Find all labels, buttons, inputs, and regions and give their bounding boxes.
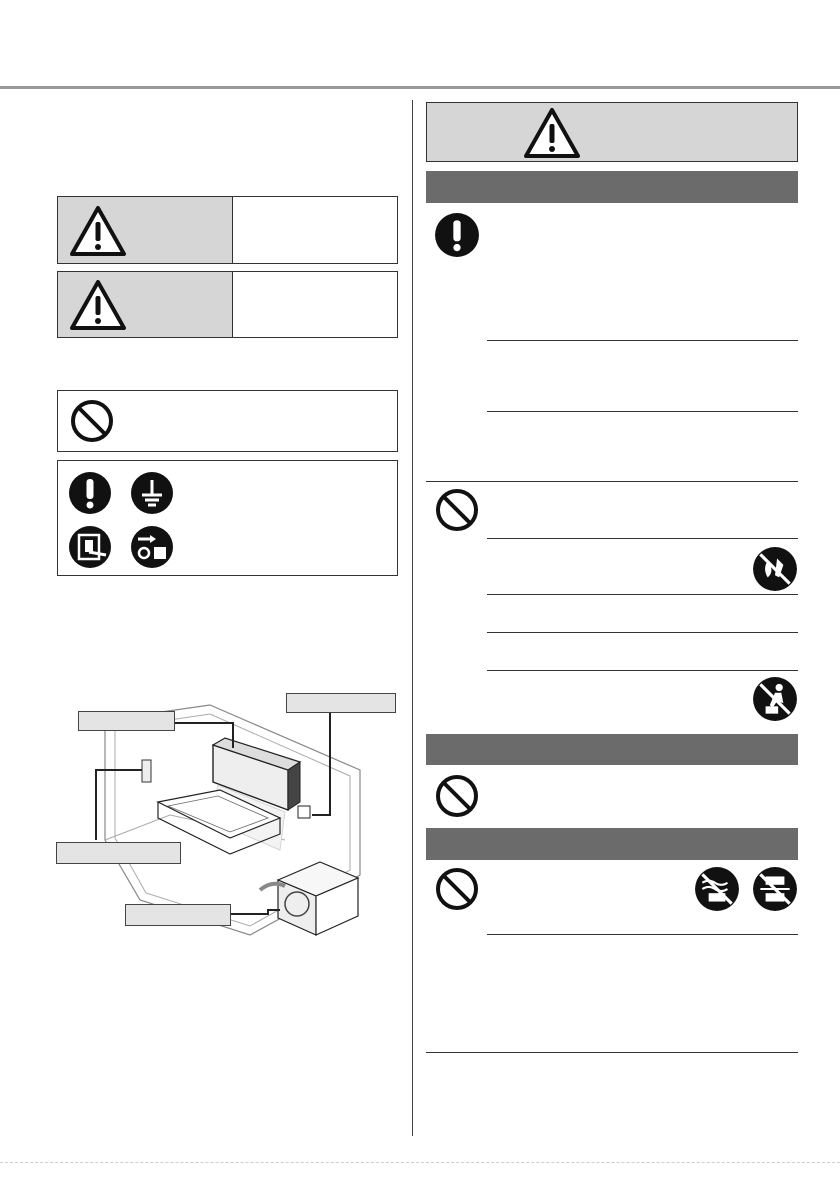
bottom-edge — [0, 1162, 840, 1164]
no-climb-icon — [752, 676, 798, 722]
mandatory-icon — [434, 212, 480, 258]
section-bar-2 — [426, 734, 798, 765]
breaker-icon — [68, 525, 112, 569]
rule — [487, 340, 798, 341]
rule — [487, 934, 798, 935]
mandatory-legend-box — [57, 460, 398, 576]
rule — [487, 632, 798, 633]
warning-legend-box — [57, 196, 398, 264]
prohibited-icon — [434, 866, 480, 912]
rule — [487, 538, 798, 539]
section-bar-1 — [426, 171, 798, 203]
label-remote — [56, 842, 181, 864]
warning-icon — [69, 205, 127, 257]
warning-icon — [523, 107, 581, 159]
warning-header-panel — [426, 102, 798, 162]
unplug-icon — [130, 525, 174, 569]
no-water-icon — [752, 866, 798, 912]
label-indoor-unit — [78, 711, 175, 731]
prohibited-icon — [434, 773, 480, 819]
warning-icon — [69, 279, 127, 331]
prohibited-icon — [69, 398, 115, 444]
no-water-icon — [694, 866, 740, 912]
caution-legend-box — [57, 271, 398, 338]
column-divider — [412, 100, 413, 1136]
section-bar-3 — [426, 828, 798, 860]
no-touch-wet-icon — [752, 546, 798, 592]
mandatory-icon — [68, 471, 112, 515]
ground-icon — [130, 471, 174, 515]
rule — [487, 411, 798, 412]
rule — [487, 670, 798, 671]
rule — [487, 594, 798, 595]
label-outdoor-unit — [125, 904, 231, 926]
label-device — [286, 693, 396, 713]
prohibited-legend-box — [57, 390, 398, 452]
rule — [426, 1052, 798, 1053]
header-rule — [0, 86, 840, 89]
prohibited-icon — [434, 487, 480, 533]
rule — [426, 481, 798, 482]
